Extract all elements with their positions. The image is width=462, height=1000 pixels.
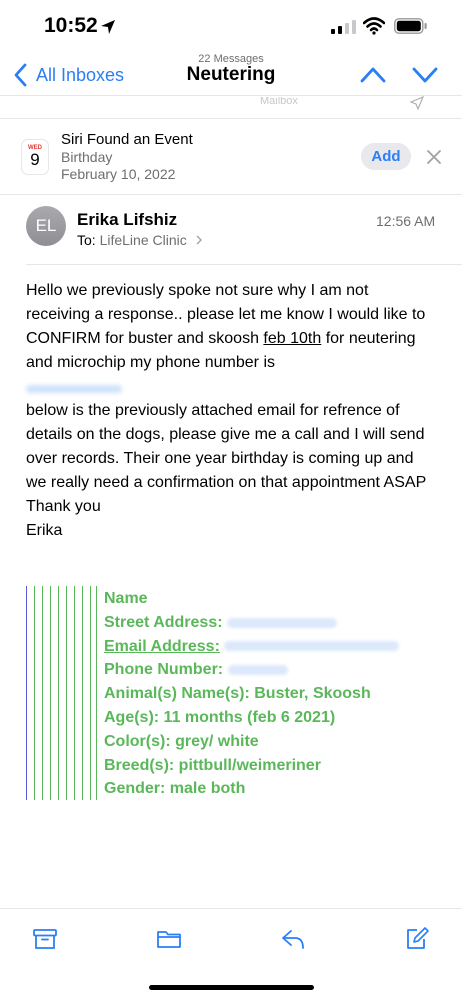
body-signature: Erika	[26, 522, 63, 539]
quote-street	[104, 611, 434, 635]
siri-event-title: Siri Found an Event	[61, 131, 193, 148]
location-arrow-icon	[100, 19, 116, 35]
divider	[26, 264, 462, 265]
calendar-icon	[22, 140, 48, 174]
calendar-weekday: WED	[28, 145, 42, 151]
quote-street-label: Street Address:	[104, 613, 223, 631]
redacted-street	[227, 618, 337, 628]
quote-name	[104, 587, 434, 611]
email-body	[26, 279, 436, 543]
sent-time: 12:56 AM	[376, 213, 436, 229]
home-indicator[interactable]	[149, 985, 314, 990]
page-title: Neutering	[186, 64, 276, 85]
quote-email-label: Email Address:	[104, 637, 220, 655]
body-paragraph-2: below is the previously attached email for refrence of details on the dogs, please give me a call and I will send over records. Their one year birthday is coming up and we really need a confirmation on that appointment ASAP	[26, 402, 427, 491]
faded-strip-text: Mailbox	[260, 97, 298, 107]
close-icon[interactable]	[425, 148, 443, 166]
chevron-down-icon[interactable]	[411, 64, 439, 86]
status-time: 10:52	[44, 14, 98, 37]
divider	[0, 118, 462, 119]
quote-breed: Breed(s): pittbull/weimeriner	[104, 756, 321, 774]
quote-name-label: Name	[104, 590, 148, 607]
send-icon	[410, 96, 424, 110]
add-event-button[interactable]: Add	[361, 143, 411, 170]
calendar-day: 9	[30, 150, 40, 169]
siri-event-subtitle: Birthday	[61, 149, 113, 165]
faded-header-strip	[30, 97, 430, 111]
archive-icon[interactable]	[32, 926, 58, 952]
battery-icon	[394, 18, 428, 34]
recipient-name[interactable]: LifeLine Clinic	[99, 232, 187, 248]
body-text-segment: for neutering and microchip my phone number is	[26, 330, 416, 371]
quote-color: Color(s): grey/ white	[104, 732, 259, 750]
quote-email	[104, 635, 434, 659]
chevron-right-icon	[195, 235, 203, 245]
cellular-signal-icon	[331, 20, 356, 34]
quote-age: Age(s): 11 months (feb 6 2021)	[104, 708, 336, 726]
date-link[interactable]: feb 10th	[263, 330, 322, 347]
folder-icon[interactable]	[156, 926, 182, 952]
redacted-phone-number	[26, 375, 436, 399]
body-thanks: Thank you	[26, 498, 101, 515]
redacted-phone	[228, 665, 288, 675]
quote-animals: Animal(s) Name(s): Buster, Skoosh	[104, 685, 371, 703]
siri-event-date: February 10, 2022	[61, 166, 176, 182]
wifi-icon	[363, 17, 385, 35]
divider	[0, 95, 462, 96]
quoted-details	[104, 587, 434, 801]
to-label: To:	[77, 232, 96, 248]
toolbar-divider	[0, 908, 462, 909]
quote-gender: Gender: male both	[104, 780, 246, 798]
quote-bars	[26, 586, 98, 800]
quote-phone	[104, 658, 434, 682]
avatar: EL	[26, 206, 66, 246]
recipient-line[interactable]	[77, 232, 203, 248]
body-paragraph-1	[26, 279, 436, 375]
back-to-all-inboxes-button[interactable]: All Inboxes	[36, 65, 125, 85]
chevron-up-icon[interactable]	[359, 64, 387, 86]
message-count: 22 Messages	[198, 53, 264, 65]
compose-icon[interactable]	[404, 926, 430, 952]
sender-name[interactable]: Erika Lifshiz	[77, 210, 178, 229]
divider	[0, 194, 462, 195]
body-text-segment: Hello we previously spoke not sure why I am not receiving a response.. please let me know I would like to CONFIRM for buster and skoosh	[26, 282, 426, 347]
quote-phone-label: Phone Number:	[104, 661, 224, 679]
redacted-email	[224, 641, 399, 651]
reply-icon[interactable]	[280, 926, 306, 952]
